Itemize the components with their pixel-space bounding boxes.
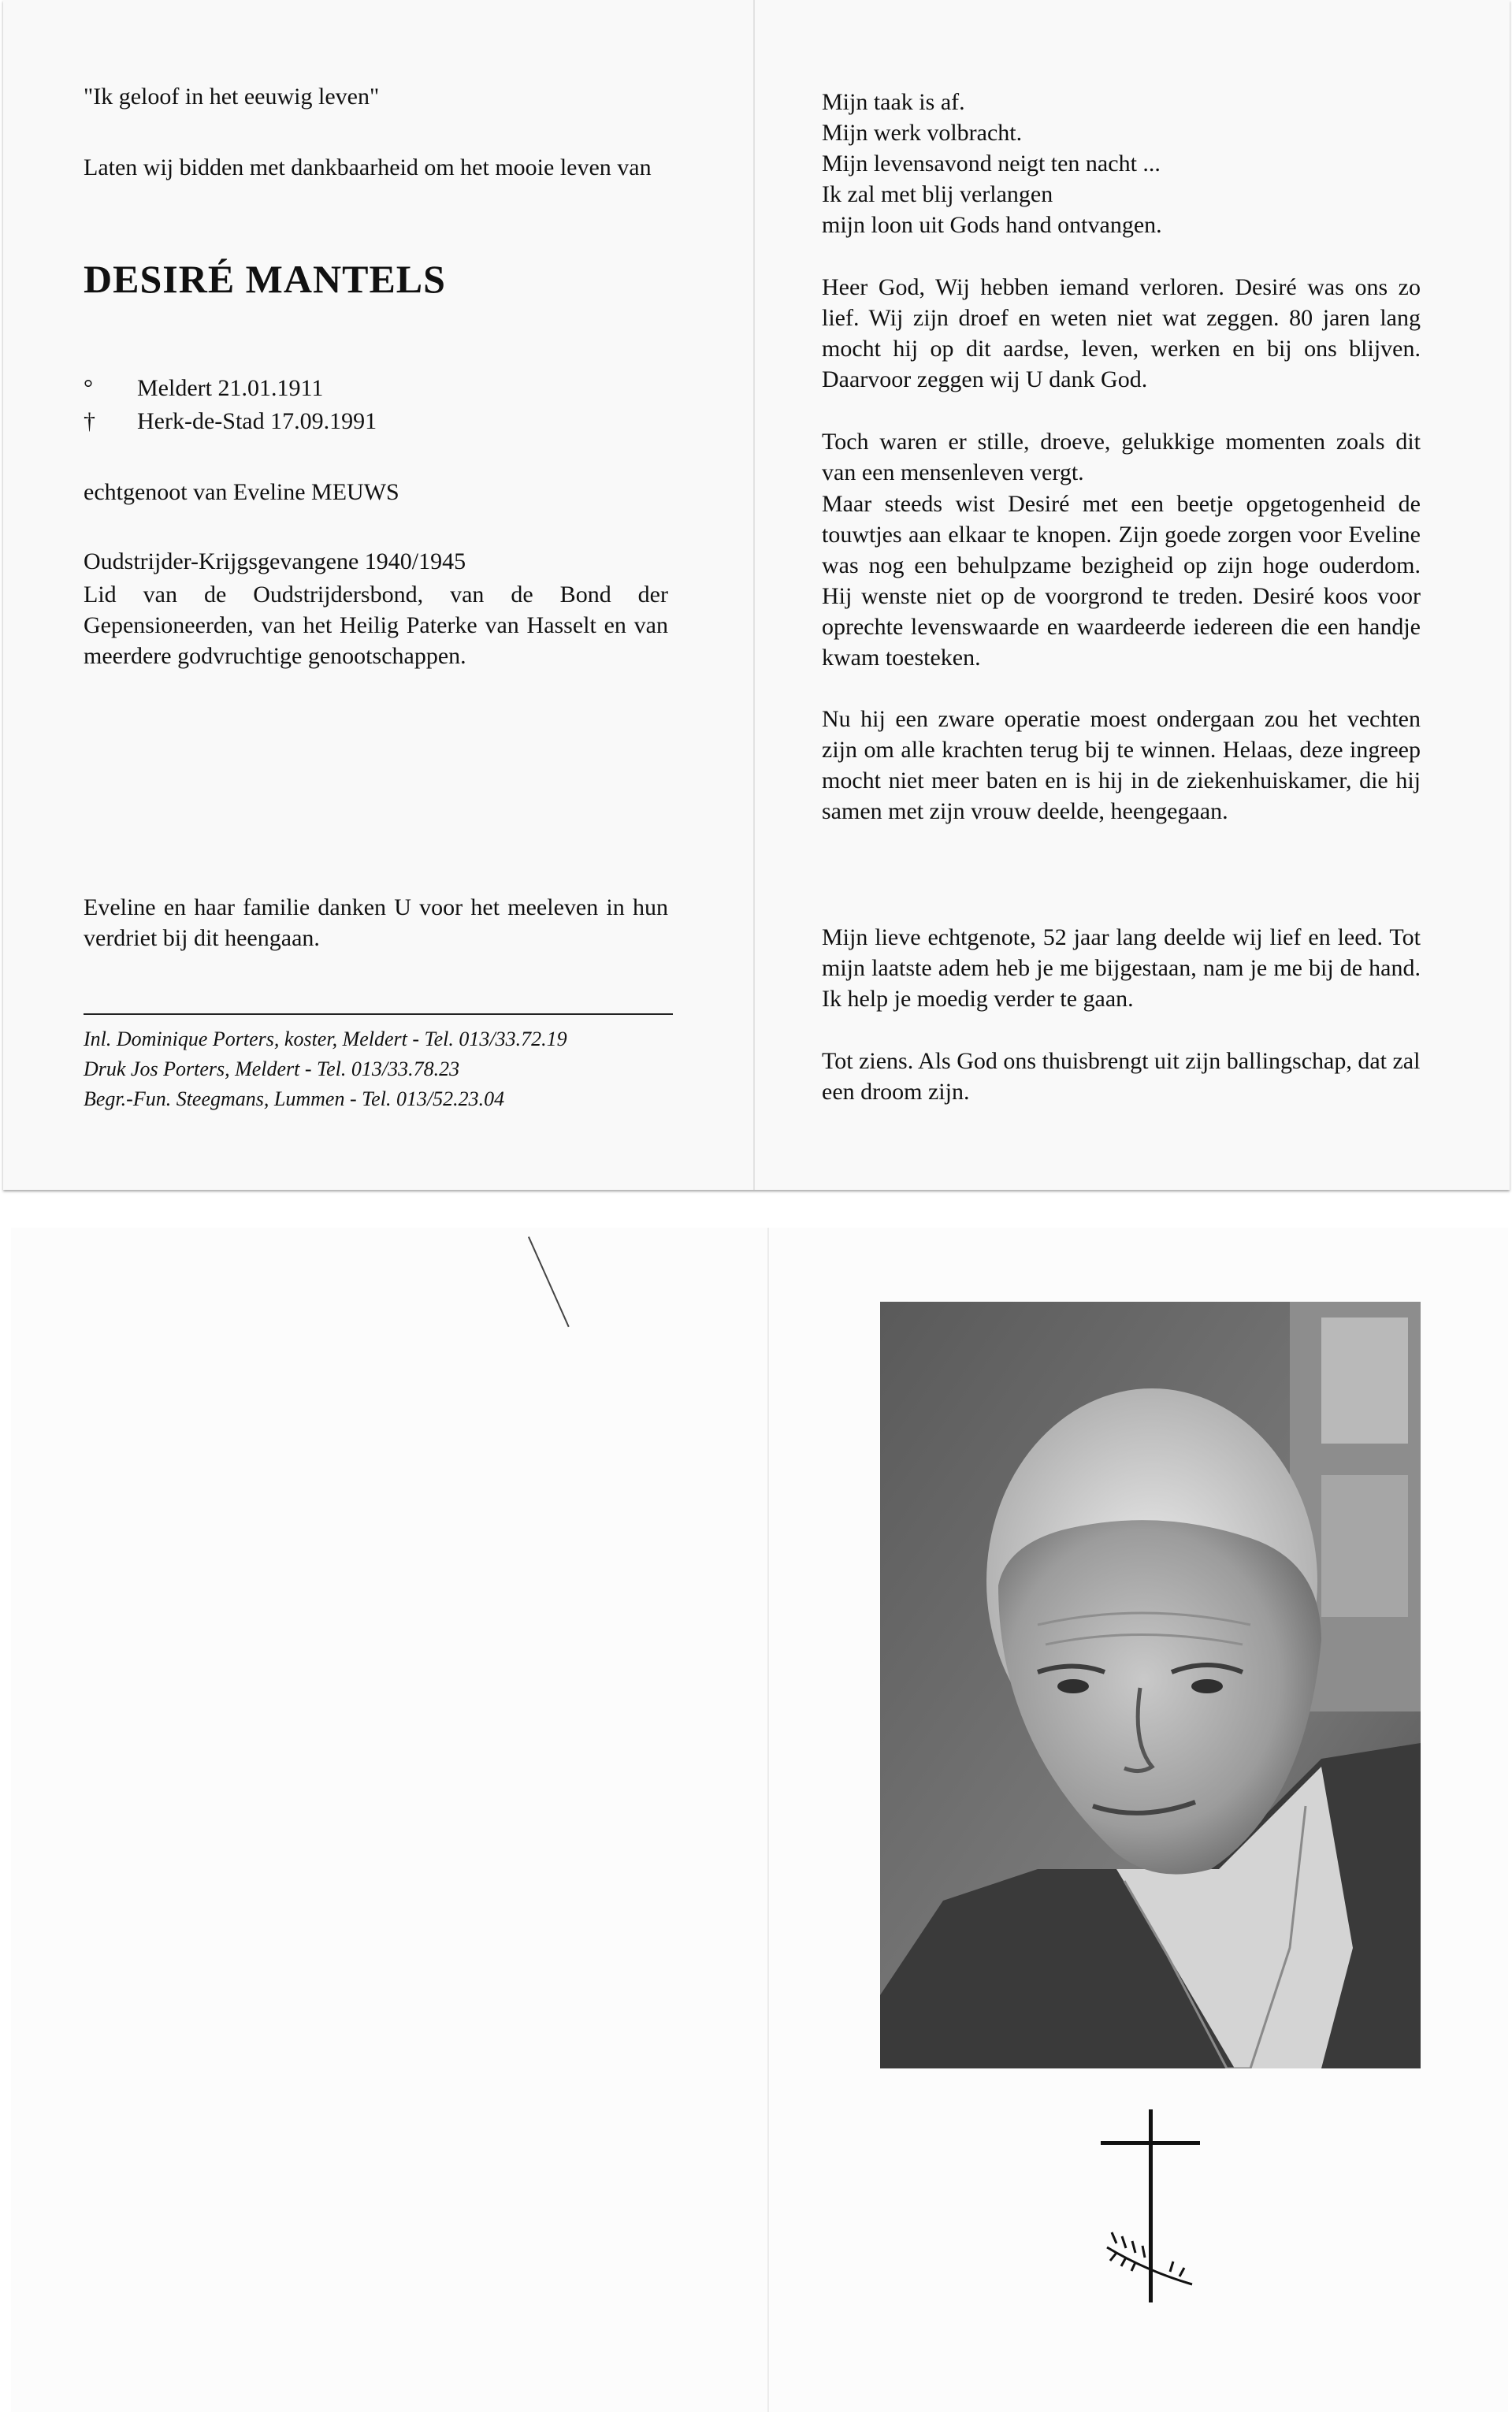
farewell-end-text: Tot ziens. Als God ons thuisbrengt uit zijn ballingschap, dat zal een droom zijn. (822, 1048, 1421, 1105)
right-page (755, 0, 1510, 1190)
poem-line: Ik zal met blij verlangen (822, 181, 1053, 207)
credit-line: Druk Jos Porters, Meldert - Tel. 013/33.78.23 (84, 1057, 460, 1080)
birth-symbol: ° (84, 375, 93, 401)
poem-line: Mijn taak is af. (822, 89, 965, 115)
spouse-text: echtgenoot van Eveline MEUWS (84, 479, 399, 505)
memberships-line1: Oudstrijder-Krijgsgevangene 1940/1945 (84, 548, 466, 574)
birth-text: Meldert 21.01.1911 (137, 375, 324, 401)
left-page (3, 0, 753, 1190)
intro-text: Laten wij bidden met dankbaarheid om het mooie leven van (84, 154, 652, 180)
portrait-photo (880, 1302, 1421, 2068)
memberships-text: Lid van de Oudstrijdersbond, van de Bond der Gepensioneerden, van het Heilig Paterke van Hasselt en van meerdere godvruchtige genootschappen. (84, 582, 668, 669)
fold-line (767, 1228, 769, 2412)
divider-rule (84, 1013, 673, 1015)
poem (822, 87, 1421, 240)
card-inside-sheet (3, 0, 1510, 1190)
printer-credits (84, 1024, 567, 1114)
tribute-paragraph-2: Toch waren er stille, droeve, gelukkige momenten zoals dit van een mensenleven vergt. (822, 429, 1421, 485)
poem-line: Mijn werk volbracht. (822, 120, 1023, 146)
thanks-text: Eveline en haar familie danken U voor het meeleven in hun verdriet bij dit heengaan. (84, 894, 668, 951)
credit-line: Inl. Dominique Porters, koster, Meldert - Tel. 013/33.72.19 (84, 1028, 567, 1050)
credit-line: Begr.-Fun. Steegmans, Lummen - Tel. 013/52.23.04 (84, 1087, 505, 1110)
cross-icon (1099, 2109, 1209, 2302)
death-text: Herk-de-Stad 17.09.1991 (137, 408, 377, 434)
tribute-paragraph-1: Heer God, Wij hebben iemand verloren. Desiré was ons zo lief. Wij zijn droef en weten niet wat zeggen. 80 jaren lang mocht hij op dit aardse, leven, werken en bij ons blijven. Daarvoor zeggen wij U dank God. (822, 274, 1421, 392)
portrait-illustration (880, 1302, 1421, 2068)
motto: "Ik geloof in het eeuwig leven" (84, 84, 380, 110)
poem-line: Mijn levensavond neigt ten nacht ... (822, 151, 1161, 177)
farewell-text: Mijn lieve echtgenote, 52 jaar lang deelde wij lief en leed. Tot mijn laatste adem heb je me bijgestaan, nam je me bij de hand. Ik help je moedig verder te gaan. (822, 924, 1421, 1012)
tribute-paragraph-4: Nu hij een zware operatie moest ondergaan zou het vechten zijn om alle krachten terug bij te winnen. Helaas, deze ingreep mocht niet meer baten en is hij in de ziekenhuiskamer, die hij samen met zijn vrouw deelde, heengegaan. (822, 706, 1421, 824)
death-row (84, 406, 377, 437)
deceased-name: DESIRÉ MANTELS (84, 257, 446, 301)
birth-row (84, 373, 323, 404)
poem-line: mijn loon uit Gods hand ontvangen. (822, 212, 1162, 238)
tribute-paragraph-3: Maar steeds wist Desiré met een beetje opgetogenheid de touwtjes aan elkaar te knopen. Zijn goede zorgen voor Eveline was nog een behulpzame bezigheid op zijn hoge ouderdom. Hij wenste niet op de voorgrond te treden. Desiré koos voor oprechte levenswaarde en waardeerde iedereen die een handje kwam toesteken. (822, 491, 1421, 671)
death-symbol: † (84, 408, 95, 434)
